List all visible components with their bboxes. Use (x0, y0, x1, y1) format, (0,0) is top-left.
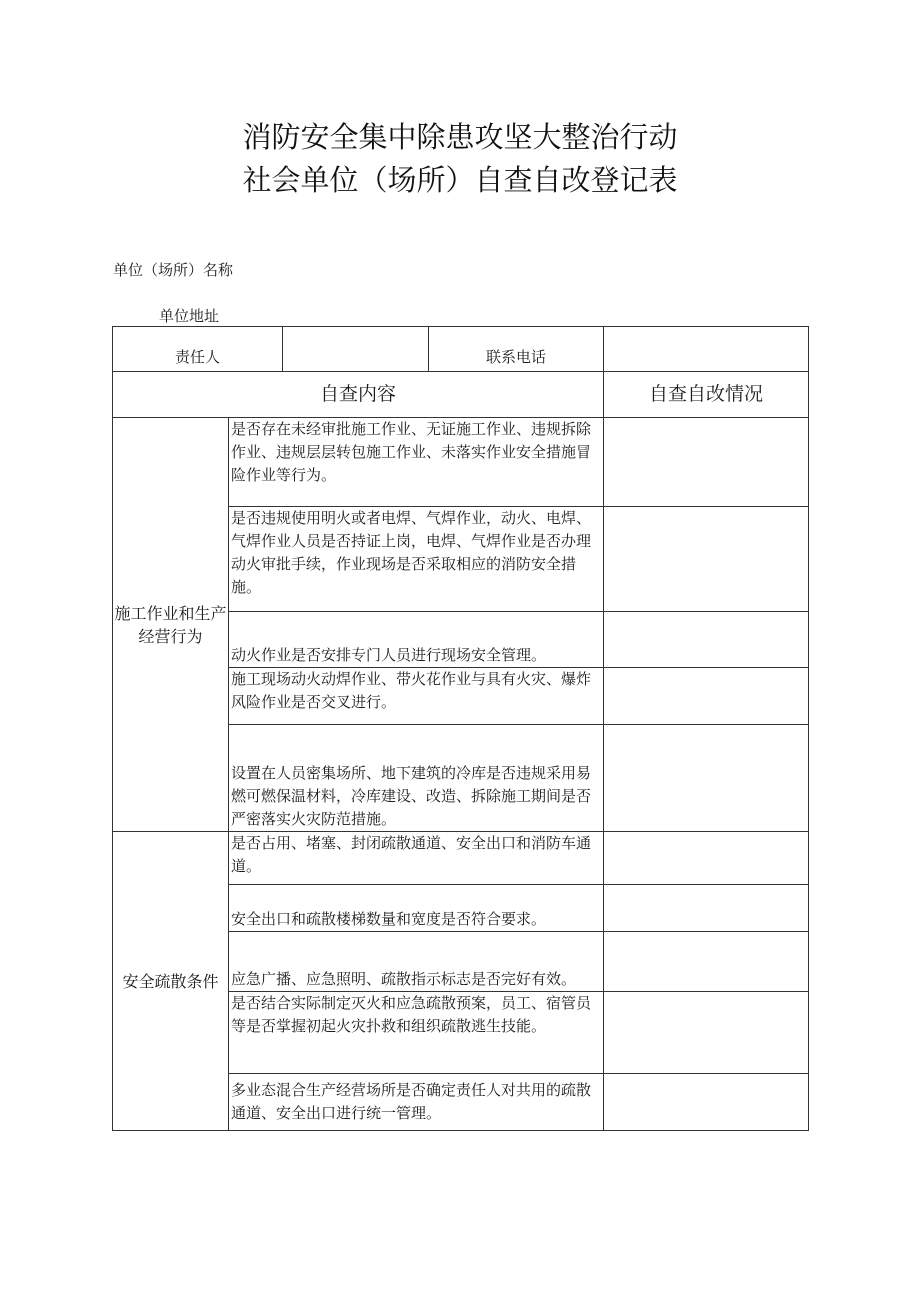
check-item: 是否存在未经审批施工作业、无证施工作业、违规拆除作业、违规层层转包施工作业、未落实作业安全措施冒险作业等行为。 (229, 418, 604, 507)
status-cell[interactable] (604, 832, 809, 885)
table-row (113, 832, 809, 885)
responsible-field[interactable] (283, 327, 429, 372)
check-item: 是否违规使用明火或者电焊、气焊作业，动火、电焊、气焊作业人员是否持证上岗，电焊、气焊作业是否办理动火审批手续，作业现场是否采取相应的消防安全措施。 (229, 507, 604, 612)
status-cell[interactable] (604, 507, 809, 612)
check-item: 是否占用、堵塞、封闭疏散通道、安全出口和消防车通道。 (229, 832, 604, 885)
self-check-table (112, 326, 809, 1131)
status-header: 自查自改情况 (604, 372, 809, 418)
status-cell[interactable] (604, 418, 809, 507)
check-item: 施工现场动火动焊作业、带火花作业与具有火灾、爆炸风险作业是否交叉进行。 (229, 668, 604, 725)
unit-name-label: 单位（场所）名称 (113, 261, 234, 279)
status-cell[interactable] (604, 932, 809, 992)
header-row (113, 372, 809, 418)
status-cell[interactable] (604, 668, 809, 725)
check-item: 多业态混合生产经营场所是否确定责任人对共用的疏散通道、安全出口进行统一管理。 (229, 1074, 604, 1131)
responsible-label: 责任人 (113, 327, 283, 372)
status-cell[interactable] (604, 612, 809, 668)
phone-label: 联系电话 (429, 327, 604, 372)
unit-address-label: 单位地址 (159, 307, 220, 325)
contact-row (113, 327, 809, 372)
status-cell[interactable] (604, 725, 809, 832)
form-title-line2: 社会单位（场所）自查自改登记表 (242, 163, 678, 197)
status-cell[interactable] (604, 992, 809, 1074)
content-header: 自查内容 (113, 372, 604, 418)
check-item: 安全出口和疏散楼梯数量和宽度是否符合要求。 (229, 885, 604, 932)
table-row (113, 418, 809, 507)
check-item: 是否结合实际制定灭火和应急疏散预案，员工、宿管员等是否掌握初起火灾扑救和组织疏散逃生技能。 (229, 992, 604, 1074)
category-cell: 安全疏散条件 (113, 832, 229, 1131)
check-item: 动火作业是否安排专门人员进行现场安全管理。 (229, 612, 604, 668)
check-item: 设置在人员密集场所、地下建筑的冷库是否违规采用易燃可燃保温材料，冷库建设、改造、拆除施工期间是否严密落实火灾防范措施。 (229, 725, 604, 832)
category-cell: 施工作业和生产经营行为 (113, 418, 229, 832)
status-cell[interactable] (604, 885, 809, 932)
phone-field[interactable] (604, 327, 809, 372)
check-item: 应急广播、应急照明、疏散指示标志是否完好有效。 (229, 932, 604, 992)
status-cell[interactable] (604, 1074, 809, 1131)
form-title-line1: 消防安全集中除患攻坚大整治行动 (242, 120, 678, 154)
